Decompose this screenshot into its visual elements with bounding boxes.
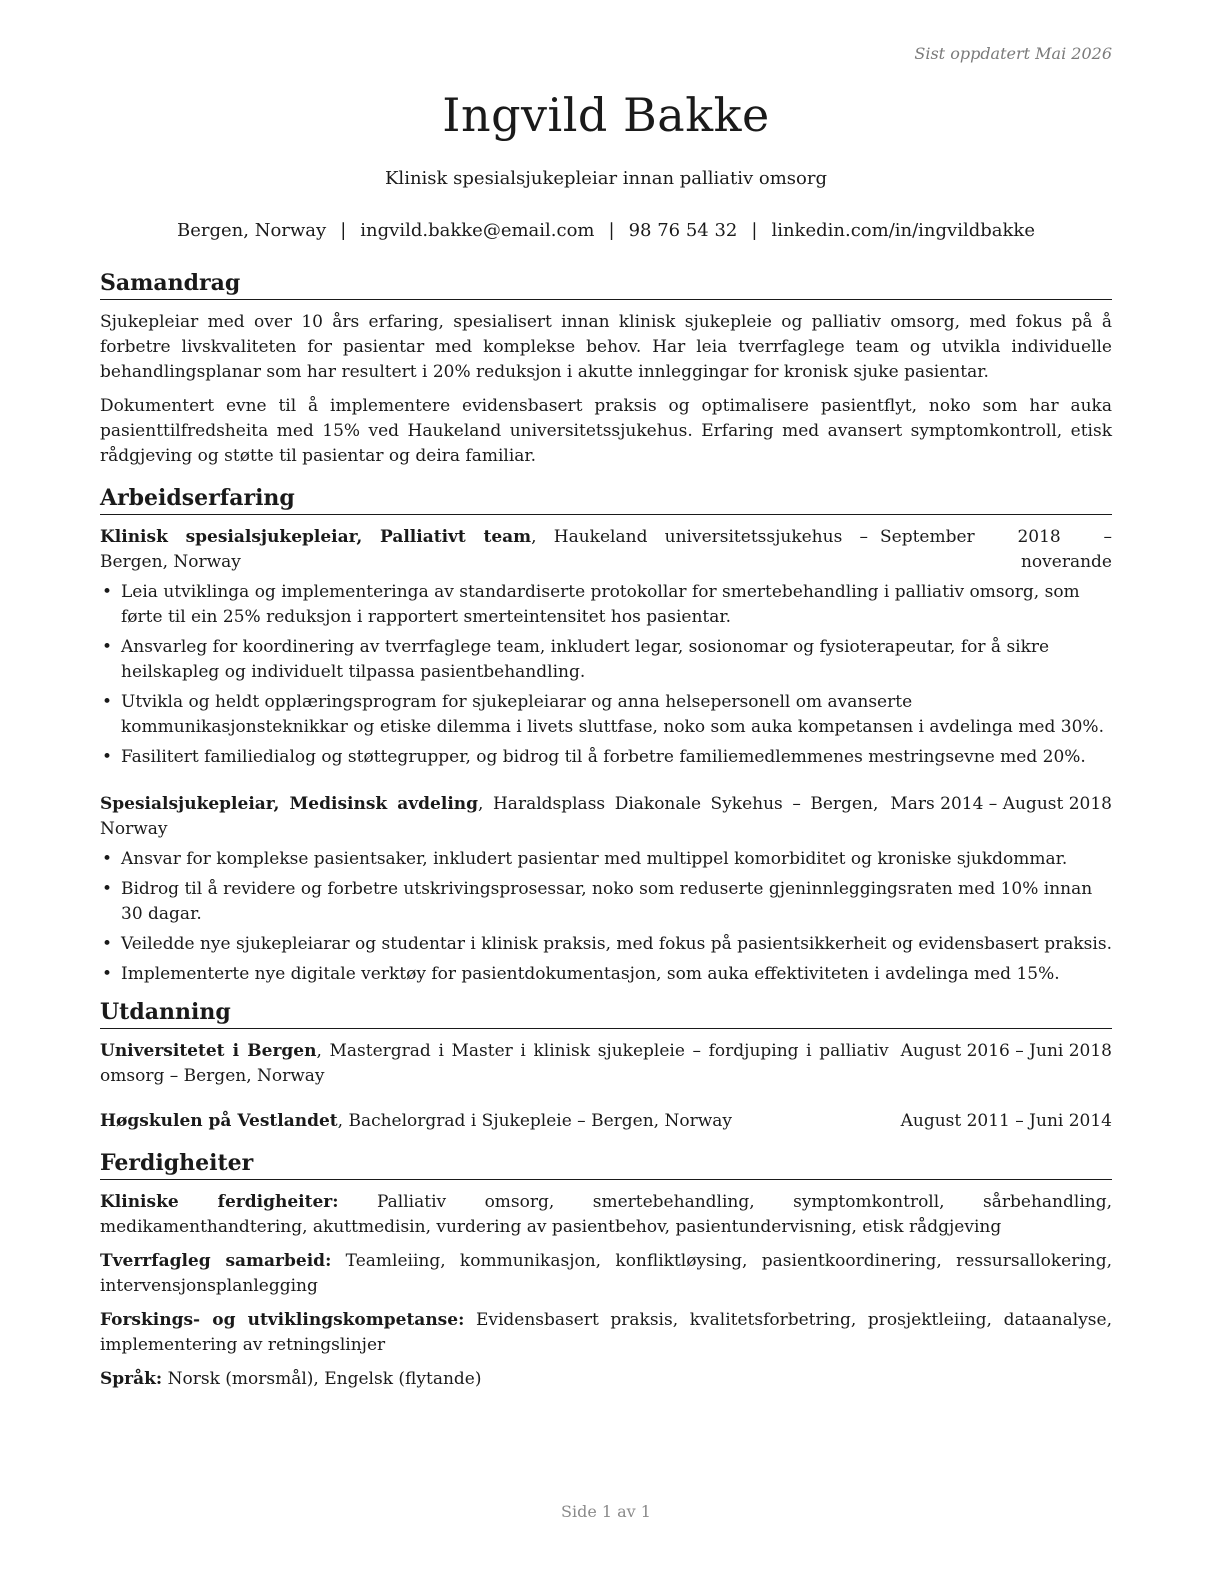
skill-label: Tverrfagleg samarbeid: bbox=[100, 1251, 332, 1271]
job-header bbox=[100, 525, 1112, 575]
education-header bbox=[100, 1039, 1112, 1089]
list-item bbox=[100, 847, 1112, 872]
skill-group bbox=[100, 1249, 1112, 1299]
page-number: Side 1 av 1 bbox=[561, 1502, 651, 1521]
headline: Klinisk spesialsjukepleiar innan palliativ omsorg bbox=[384, 168, 828, 189]
job-header bbox=[100, 792, 1112, 842]
skill-group bbox=[100, 1308, 1112, 1358]
summary-paragraph: Dokumentert evne til å implementere evidensbasert praksis og optimalisere pasientflyt, noko som har auka pasienttilfredsheita med 15% ved Haukeland universitetssjukehus. Erfaring med avansert symptomkontroll, etisk rådgjeving og støtte til pasientar og deira familiar. bbox=[100, 396, 1112, 466]
resume-page bbox=[100, 0, 1112, 1584]
contact-separator: | bbox=[751, 220, 758, 241]
list-item bbox=[100, 580, 1112, 630]
list-item bbox=[100, 877, 1112, 927]
job-bullets bbox=[100, 580, 1112, 770]
job-employer: , Haraldsplass Diakonale Sykehus – Bergen, Norway bbox=[100, 794, 879, 839]
contact-separator: | bbox=[340, 220, 347, 241]
list-item bbox=[100, 932, 1112, 957]
skill-label: Kliniske ferdigheiter: bbox=[100, 1192, 339, 1212]
list-item bbox=[100, 962, 1112, 987]
section-title-experience: Arbeidserfaring bbox=[100, 483, 1112, 515]
education-detail: , Mastergrad i Master i klinisk sjukepleie – fordjuping i palliativ omsorg – Bergen, Norway bbox=[100, 1041, 889, 1086]
education-entry bbox=[100, 1109, 1112, 1134]
skill-value: Palliativ omsorg, smertebehandling, symptomkontroll, sårbehandling, medikamenthandtering, akuttmedisin, vurdering av pasientbehov, pasientundervisning, etisk rådgjeving bbox=[100, 1192, 1112, 1237]
resume-body bbox=[100, 268, 1112, 1401]
list-item bbox=[100, 745, 1112, 770]
job-role: Klinisk spesialsjukepleiar, Palliativt team bbox=[100, 527, 532, 547]
contact-linkedin[interactable]: linkedin.com/in/ingvildbakke bbox=[771, 220, 1035, 241]
job-dates: September 2018 – noverande bbox=[880, 527, 1112, 572]
job-title-line bbox=[100, 525, 880, 575]
bullet-dot: • bbox=[102, 692, 113, 712]
last-updated: Sist oppdatert Mai 2026 bbox=[914, 44, 1112, 63]
job-dates: Mars 2014 – August 2018 bbox=[890, 794, 1112, 814]
bullet-text: Implementerte nye digitale verktøy for pasientdokumentasjon, som auka effektiviteten i avdelinga med 15%. bbox=[121, 964, 1060, 984]
skill-value: Evidensbasert praksis, kvalitetsforbetring, prosjektleiing, dataanalyse, implementering av retningslinjer bbox=[100, 1310, 1112, 1355]
education-section bbox=[100, 997, 1112, 1134]
bullet-dot: • bbox=[102, 964, 113, 984]
candidate-name: Ingvild Bakke bbox=[442, 88, 770, 142]
contact-phone[interactable]: 98 76 54 32 bbox=[628, 220, 738, 241]
contact-separator: | bbox=[608, 220, 615, 241]
section-title-education: Utdanning bbox=[100, 997, 1112, 1029]
bullet-text: Ansvar for komplekse pasientsaker, inkludert pasientar med multippel komorbiditet og kroniske sjukdommar. bbox=[121, 849, 1068, 869]
bullet-text: Utvikla og heldt opplæringsprogram for sjukepleiarar og anna helsepersonell om avanserte kommunikasjonsteknikkar og etiske dilemma i livets sluttfase, noko som auka kompetansen i avdelinga med 30%. bbox=[121, 692, 1104, 737]
list-item bbox=[100, 635, 1112, 685]
bullet-dot: • bbox=[102, 582, 113, 602]
job-entry bbox=[100, 525, 1112, 770]
skill-label: Forskings- og utviklingskompetanse: bbox=[100, 1310, 465, 1330]
education-line bbox=[100, 1039, 901, 1089]
bullet-dot: • bbox=[102, 849, 113, 869]
contact-line bbox=[100, 220, 1112, 241]
skill-label: Språk: bbox=[100, 1369, 163, 1389]
section-title-skills: Ferdigheiter bbox=[100, 1148, 1112, 1180]
bullet-dot: • bbox=[102, 637, 113, 657]
job-role: Spesialsjukepleiar, Medisinsk avdeling bbox=[100, 794, 479, 814]
job-bullets bbox=[100, 847, 1112, 987]
job-entry bbox=[100, 792, 1112, 987]
skill-group bbox=[100, 1190, 1112, 1240]
job-title-line bbox=[100, 792, 890, 842]
skill-value: Norsk (morsmål), Engelsk (flytande) bbox=[162, 1369, 482, 1389]
skill-group bbox=[100, 1367, 1112, 1392]
bullet-dot: • bbox=[102, 879, 113, 899]
education-line bbox=[100, 1109, 901, 1134]
list-item bbox=[100, 690, 1112, 740]
section-title-summary: Samandrag bbox=[100, 268, 1112, 300]
job-employer: , Haukeland universitetssjukehus – Bergen, Norway bbox=[100, 527, 869, 572]
education-dates: August 2016 – Juni 2018 bbox=[900, 1041, 1112, 1061]
experience-section bbox=[100, 483, 1112, 987]
bullet-text: Bidrog til å revidere og forbetre utskrivingsprosessar, noko som reduserte gjeninnleggingsraten med 10% innan 30 dagar. bbox=[121, 879, 1093, 924]
contact-location: Bergen, Norway bbox=[177, 220, 327, 241]
summary-paragraph: Sjukepleiar med over 10 års erfaring, spesialisert innan klinisk sjukepleie og palliativ omsorg, med fokus på å forbetre livskvaliteten for pasientar med komplekse behov. Har leia tverrfaglege team og utvikla individuelle behandlingsplanar som har resultert i 20% reduksjon i akutte innleggingar for kronisk sjuke pasientar. bbox=[100, 312, 1112, 382]
skills-section bbox=[100, 1148, 1112, 1392]
education-dates: August 2011 – Juni 2014 bbox=[900, 1111, 1112, 1131]
summary-section bbox=[100, 268, 1112, 469]
bullet-text: Veiledde nye sjukepleiarar og studentar i klinisk praksis, med fokus på pasientsikkerheit og evidensbasert praksis. bbox=[121, 934, 1112, 954]
education-header bbox=[100, 1109, 1112, 1134]
education-entry bbox=[100, 1039, 1112, 1089]
education-school: Universitetet i Bergen bbox=[100, 1041, 317, 1061]
bullet-text: Leia utviklinga og implementeringa av standardiserte protokollar for smertebehandling i palliativ omsorg, som førte til ein 25% reduksjon i rapportert smerteintensitet hos pasientar. bbox=[121, 582, 1080, 627]
contact-email[interactable]: ingvild.bakke@email.com bbox=[360, 220, 595, 241]
bullet-dot: • bbox=[102, 934, 113, 954]
education-detail: , Bachelorgrad i Sjukepleie – Bergen, Norway bbox=[337, 1111, 732, 1131]
bullet-dot: • bbox=[102, 747, 113, 767]
bullet-text: Ansvarleg for koordinering av tverrfaglege team, inkludert legar, sosionomar og fysioterapeutar, for å sikre heilskapleg og individuelt tilpassa pasientbehandling. bbox=[121, 637, 1050, 682]
bullet-text: Fasilitert familiedialog og støttegrupper, og bidrog til å forbetre familiemedlemmenes mestringsevne med 20%. bbox=[121, 747, 1086, 767]
education-school: Høgskulen på Vestlandet bbox=[100, 1111, 338, 1131]
skill-value: Teamleiing, kommunikasjon, konfliktløysing, pasientkoordinering, ressursallokering, intervensjonsplanlegging bbox=[100, 1251, 1112, 1296]
